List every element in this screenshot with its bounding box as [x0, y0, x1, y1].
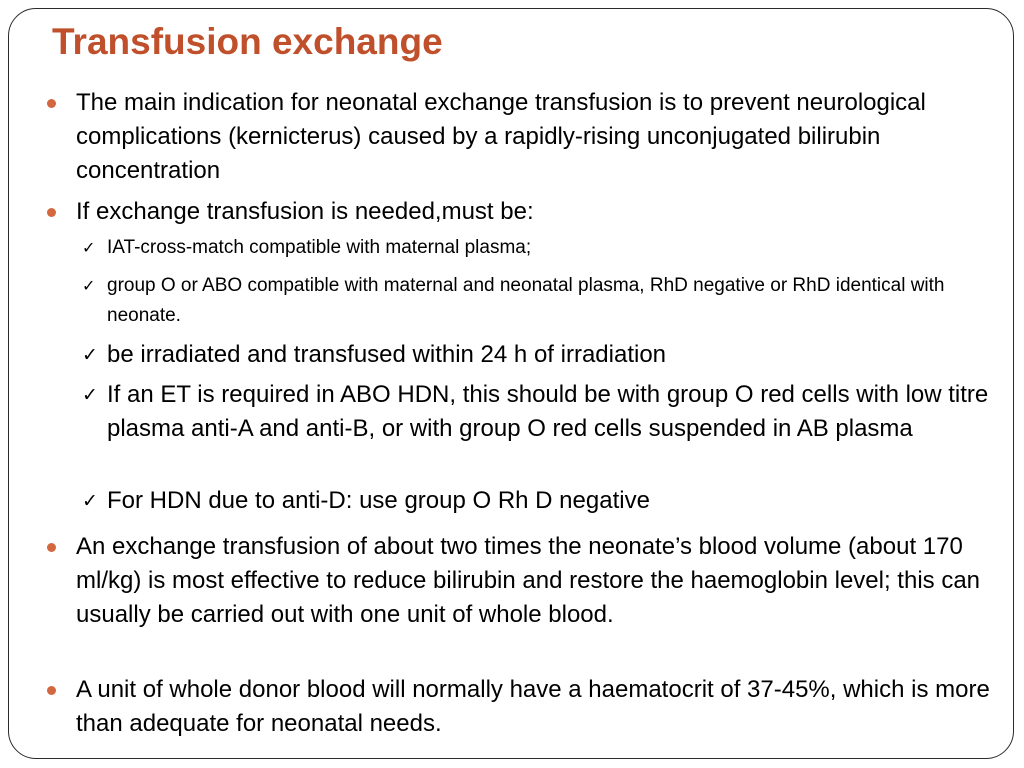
sub-bullet-anti-d — [82, 484, 997, 518]
bullet-blood-volume — [76, 530, 996, 632]
bullet-haematocrit — [76, 673, 996, 741]
bullet-text: A unit of whole donor blood will normally have a haematocrit of 37-45%, which is more than adequate for neonatal needs. — [76, 676, 990, 737]
sub-bullet-text: group O or ABO compatible with maternal and neonatal plasma, RhD negative or RhD identical with neonate. — [107, 275, 945, 326]
bullet-icon — [47, 208, 56, 217]
sub-bullet-text: If an ET is required in ABO HDN, this should be with group O red cells with low titre plasma anti-A and anti-B, or with group O red cells suspended in AB plasma — [107, 381, 989, 442]
sub-bullet-text: be irradiated and transfused within 24 h of irradiation — [107, 341, 667, 368]
bullet-icon — [47, 686, 56, 695]
checkmark-icon: ✓ — [82, 238, 96, 257]
bullet-text: If exchange transfusion is needed,must be: — [76, 198, 534, 225]
checkmark-icon: ✓ — [82, 490, 98, 512]
bullet-icon — [47, 99, 56, 108]
sub-bullet-abo-hdn — [82, 378, 997, 446]
sub-bullet-cross-match — [82, 233, 997, 263]
sub-bullet-text: For HDN due to anti-D: use group O Rh D negative — [107, 487, 650, 514]
sub-bullet-irradiated — [82, 338, 997, 372]
bullet-requirements — [76, 195, 996, 229]
sub-bullet-text: IAT-cross-match compatible with maternal plasma; — [107, 237, 532, 258]
bullet-text: An exchange transfusion of about two times the neonate’s blood volume (about 170 ml/kg) is most effective to reduce bilirubin and restore the haemoglobin level; this can usually be carried out with one unit of whole blood. — [76, 533, 981, 628]
sub-bullet-group-o — [82, 271, 997, 331]
slide-title: Transfusion exchange — [52, 21, 443, 62]
bullet-main-indication — [76, 86, 996, 188]
bullet-text: The main indication for neonatal exchange transfusion is to prevent neurological complications (kernicterus) caused by a rapidly-rising unconjugated bilirubin concentration — [76, 89, 926, 184]
checkmark-icon: ✓ — [82, 384, 98, 406]
bullet-icon — [47, 543, 56, 552]
checkmark-icon: ✓ — [82, 344, 98, 366]
checkmark-icon: ✓ — [82, 276, 96, 295]
